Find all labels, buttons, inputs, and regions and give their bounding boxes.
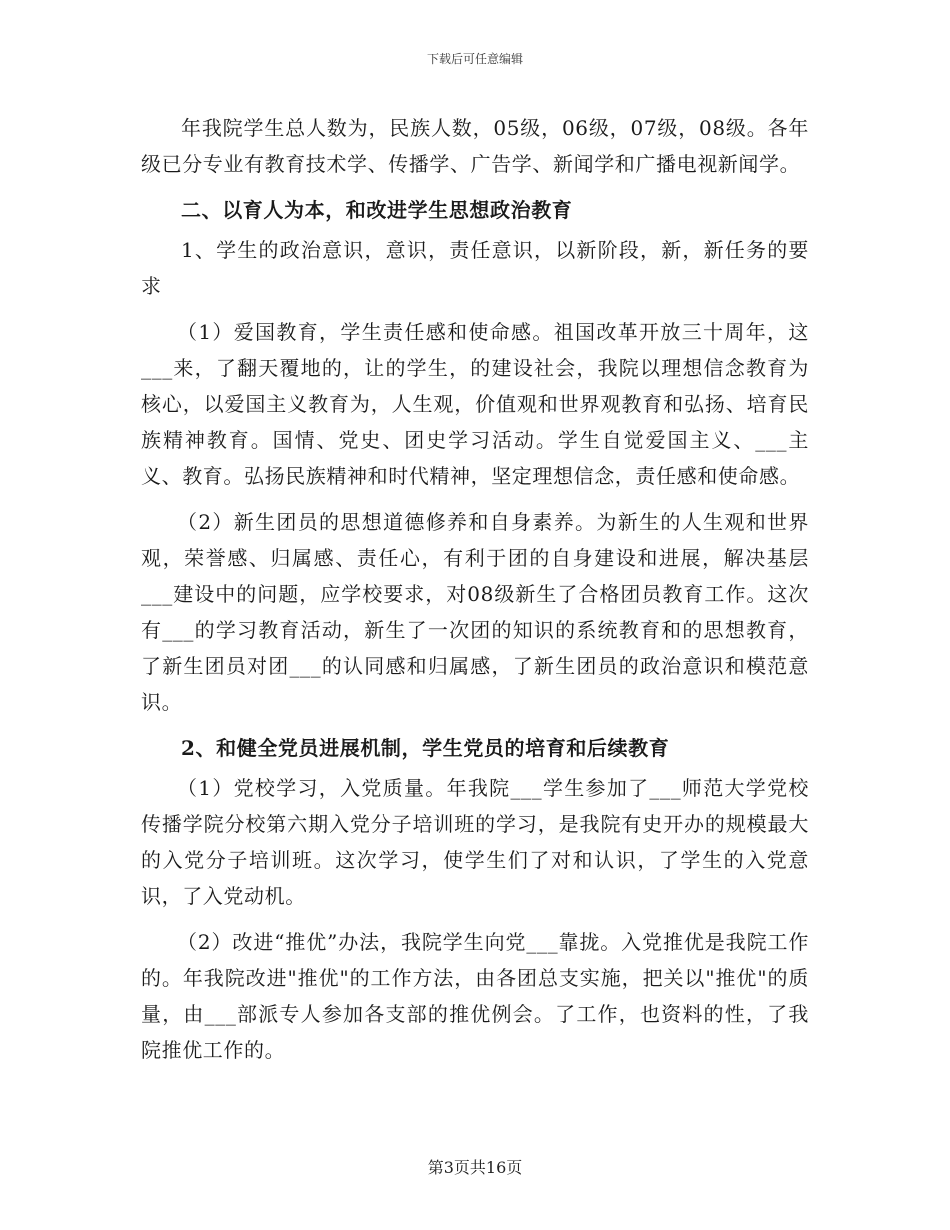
subsection-heading-2: 2、和健全党员进展机制，学生党员的培育和后续教育 [181,736,670,760]
paragraph-league-member-education: （2）新生团员的思想道德修养和自身素养。为新生的人生观和世界观，荣誉感、归属感、责任心，有利于团的自身建设和进展，解决基层___建设中的问题，应学校要求，对08级新生了合格团员教育工作。这次有___的学习教育活动，新生了一次团的知识的系统教育和的思想教育，了新生团员对团___的认同感和归属感，了新生团员的政治意识和模范意识。 [141,510,809,714]
paragraph-patriotic-education: （1）爱国教育，学生责任感和使命感。祖国改革开放三十周年，这___来，了翻天覆地的，让的学生，的建设社会，我院以理想信念教育为核心，以爱国主义教育为，人生观，价值观和世界观教育和弘扬、培育民族精神教育。国情、党史、团史学习活动。学生自觉爱国主义、___主义、教育。弘扬民族精神和时代精神，坚定理想信念，责任感和使命感。 [141,320,809,488]
page-footer: 第3页共16页 [427,1158,523,1177]
subsection-heading-1: 1、学生的政治意识，意识，责任意识，以新阶段，新，新任务的要求 [141,238,809,298]
section-heading-2: 二、以育人为本，和改进学生思想政治教育 [181,198,573,222]
paragraph-recommendation: （2）改进“推优”办法，我院学生向党___靠拢。入党推优是我院工作的。年我院改进"推优"的工作方法，由各团总支实施，把关以"推优"的质量，由___部派专人参加各支部的推优例会。了工作，也资料的性，了我院推优工作的。 [141,930,809,1062]
paragraph-party-school: （1）党校学习，入党质量。年我院___学生参加了___师范大学党校传播学院分校第六期入党分子培训班的学习，是我院有史开办的规模最大的入党分子培训班。这次学习，使学生们了对和认识，了学生的入党意识，了入党动机。 [141,776,809,908]
page-header: 下载后可任意编辑 [426,52,523,66]
paragraph-student-stats: 年我院学生总人数为，民族人数，05级，06级，07级，08级。各年级已分专业有教育技术学、传播学、广告学、新闻学和广播电视新闻学。 [141,116,809,176]
document-body [141,110,809,1068]
